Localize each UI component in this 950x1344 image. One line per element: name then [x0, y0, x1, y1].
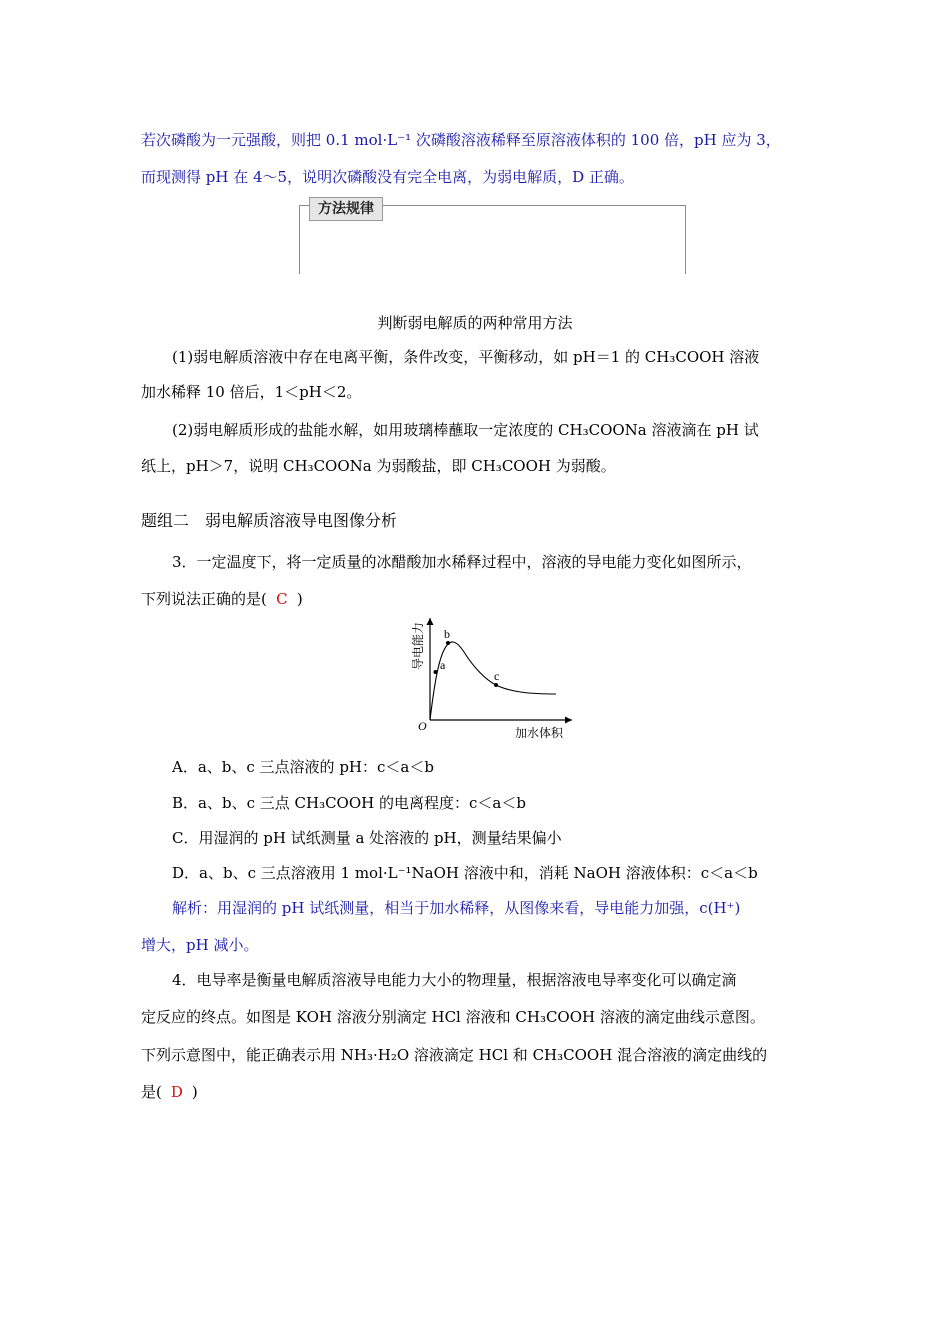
method-p1-line-2: 加水稀释 10 倍后，1＜pH＜2。 [141, 383, 362, 401]
section-title: 题组二 弱电解质溶液导电图像分析 [141, 511, 398, 530]
q3-explanation-line-2: 增大，pH 减小。 [141, 936, 259, 954]
q3-option-c: C．用湿润的 pH 试纸测量 a 处溶液的 pH，测量结果偏小 [172, 829, 562, 847]
origin-label: O [418, 719, 427, 733]
point-b-label: b [444, 627, 450, 641]
point-a-label: a [440, 658, 446, 672]
q3-paren-close: ) [296, 590, 303, 608]
prev-explanation-line-1: 若次磷酸为一元强酸，则把 0.1 mol·L⁻¹ 次磷酸溶液稀释至原溶液体积的 100 倍，pH 应为 3， [141, 131, 781, 149]
y-axis-label: 导电能力 [411, 621, 425, 670]
q3-option-d: D．a、b、c 三点溶液用 1 mol·L⁻¹NaOH 溶液中和，消耗 NaOH 溶液体积：c＜a＜b [172, 864, 758, 882]
q4-stem-end: 是( [141, 1083, 162, 1101]
q3-stem-end: 下列说法正确的是( [141, 590, 267, 608]
q4-paren-close: ) [191, 1083, 198, 1101]
x-axis-label: 加水体积 [515, 726, 564, 740]
point-c-label: c [494, 669, 500, 683]
q3-answer: C [276, 590, 288, 608]
q3-option-a: A．a、b、c 三点溶液的 pH：c＜a＜b [172, 758, 434, 776]
q3-line-1: 3．一定温度下，将一定质量的冰醋酸加水稀释过程中，溶液的导电能力变化如图所示， [172, 553, 752, 571]
q4-line-1: 4．电导率是衡量电解质溶液导电能力大小的物理量，根据溶液电导率变化可以确定滴 [172, 971, 737, 989]
method-p1-line-1: (1)弱电解质溶液中存在电离平衡，条件改变，平衡移动，如 pH＝1 的 CH₃COOH 溶液 [172, 348, 760, 366]
q4-line-3: 下列示意图中，能正确表示用 NH₃·H₂O 溶液滴定 HCl 和 CH₃COOH 混合溶液的滴定曲线的 [141, 1046, 768, 1064]
method-p2-line-1: (2)弱电解质形成的盐能水解，如用玻璃棒蘸取一定浓度的 CH₃COONa 溶液滴在 pH 试 [172, 421, 759, 439]
point-c-marker [494, 683, 498, 687]
q3-line-2 [141, 588, 303, 609]
q4-line-2: 定反应的终点。如图是 KOH 溶液分别滴定 HCl 溶液和 CH₃COOH 溶液的滴定曲线示意图。 [141, 1008, 765, 1026]
point-b-marker [446, 641, 450, 645]
q4-answer: D [170, 1083, 183, 1101]
method-heading: 判断弱电解质的两种常用方法 [377, 314, 573, 332]
prev-explanation-line-2: 而现测得 pH 在 4～5，说明次磷酸没有完全电离，为弱电解质，D 正确。 [141, 168, 634, 186]
point-a-marker [434, 670, 438, 674]
conductivity-curve [430, 642, 556, 720]
conductivity-graph [400, 612, 590, 747]
q4-line-4 [141, 1081, 198, 1102]
method-tab: 方法规律 [309, 197, 383, 221]
method-p2-line-2: 纸上，pH＞7，说明 CH₃COONa 为弱酸盐，即 CH₃COOH 为弱酸。 [141, 457, 616, 475]
q3-explanation-line-1: 解析：用湿润的 pH 试纸测量，相当于加水稀释，从图像来看，导电能力加强，c(H⁺) [172, 899, 741, 917]
q3-option-b: B．a、b、c 三点 CH₃COOH 的电离程度：c＜a＜b [172, 794, 526, 812]
